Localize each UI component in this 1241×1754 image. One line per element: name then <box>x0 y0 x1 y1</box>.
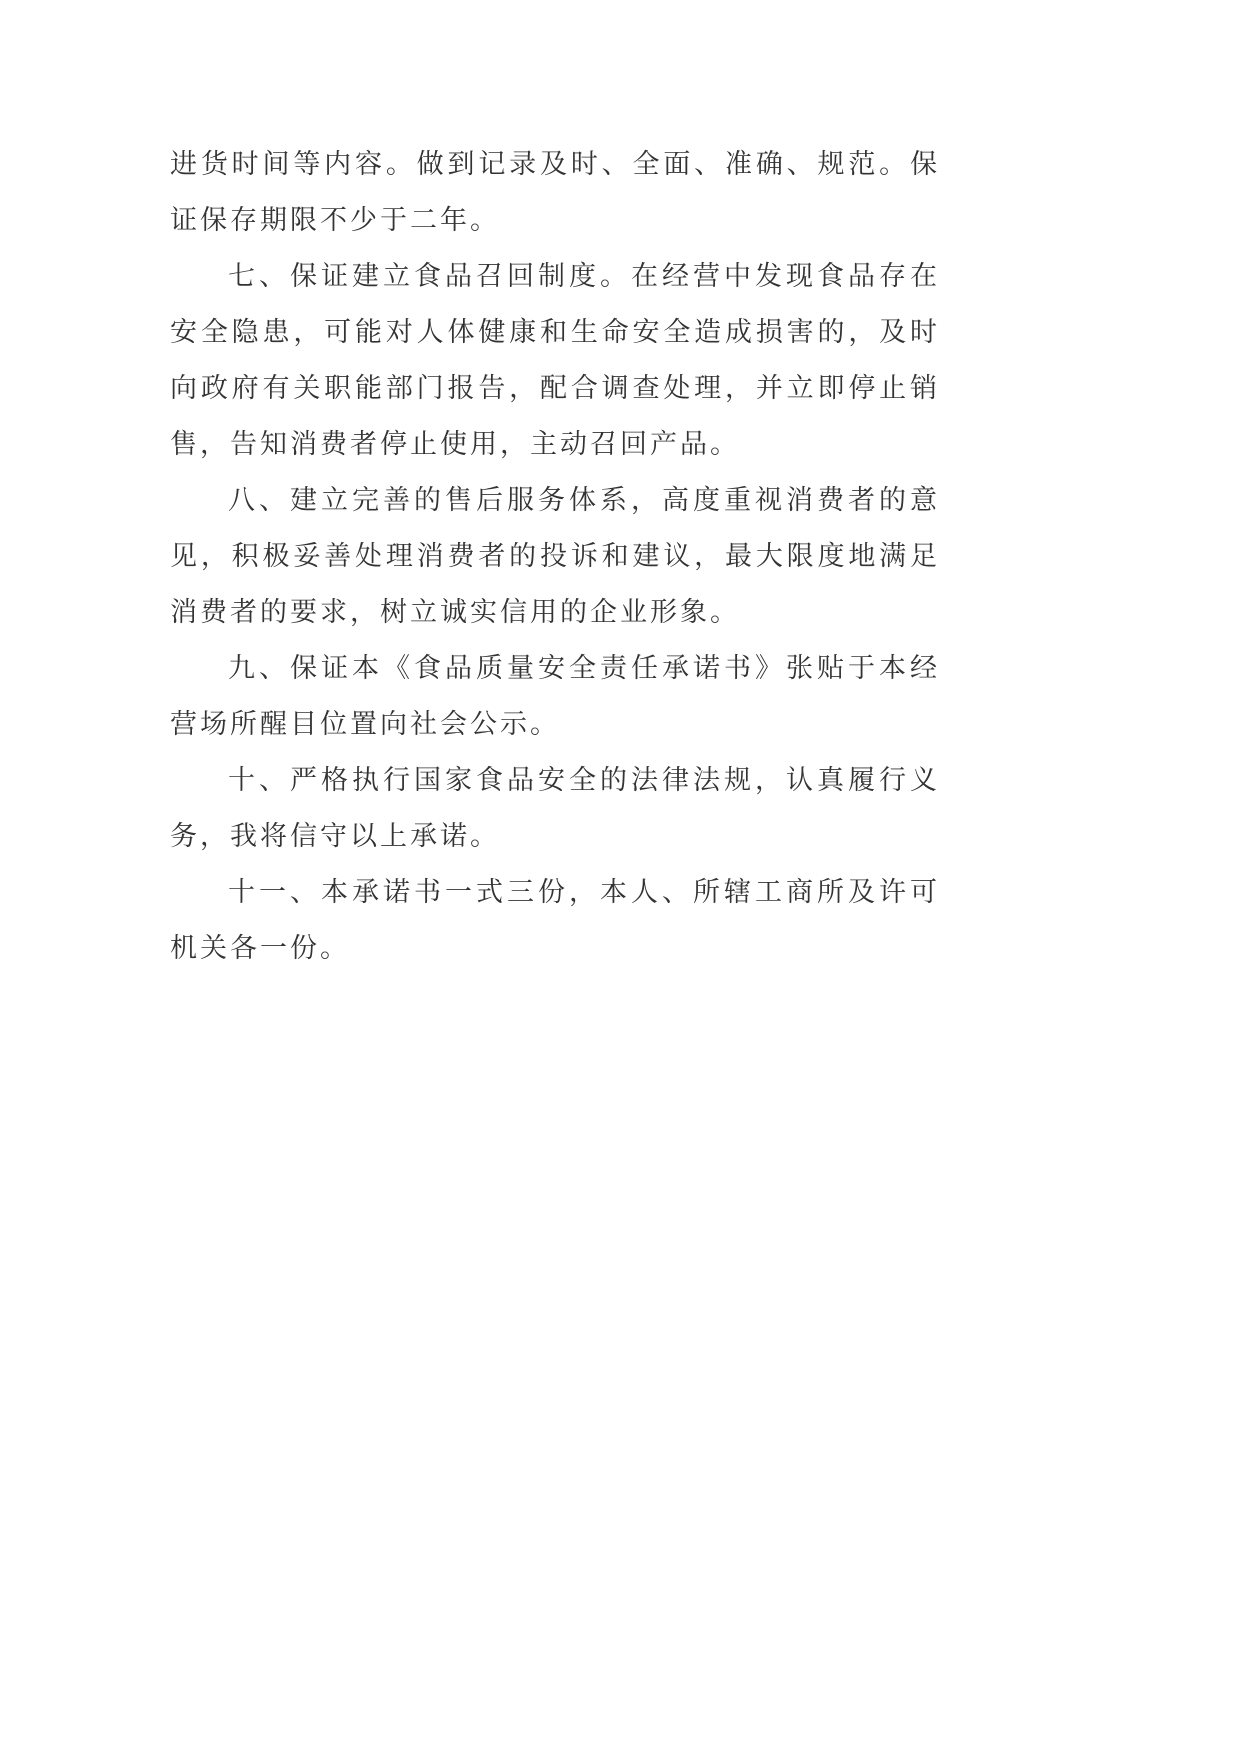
paragraph-item-9: 九、保证本《食品质量安全责任承诺书》张贴于本经营场所醒目位置向社会公示。 <box>170 653 940 740</box>
document-body <box>170 137 940 977</box>
paragraph-item-10: 十、严格执行国家食品安全的法律法规，认真履行义务，我将信守以上承诺。 <box>170 765 940 852</box>
paragraph-item-11: 十一、本承诺书一式三份，本人、所辖工商所及许可机关各一份。 <box>170 877 940 964</box>
paragraph-continuation: 进货时间等内容。做到记录及时、全面、准确、规范。保证保存期限不少于二年。 <box>170 149 940 236</box>
paragraph-item-7: 七、保证建立食品召回制度。在经营中发现食品存在安全隐患，可能对人体健康和生命安全造成损害的，及时向政府有关职能部门报告，配合调查处理，并立即停止销售，告知消费者停止使用，主动召回产品。 <box>170 261 940 460</box>
paragraph-item-8: 八、建立完善的售后服务体系，高度重视消费者的意见，积极妥善处理消费者的投诉和建议，最大限度地满足消费者的要求，树立诚实信用的企业形象。 <box>170 485 940 628</box>
